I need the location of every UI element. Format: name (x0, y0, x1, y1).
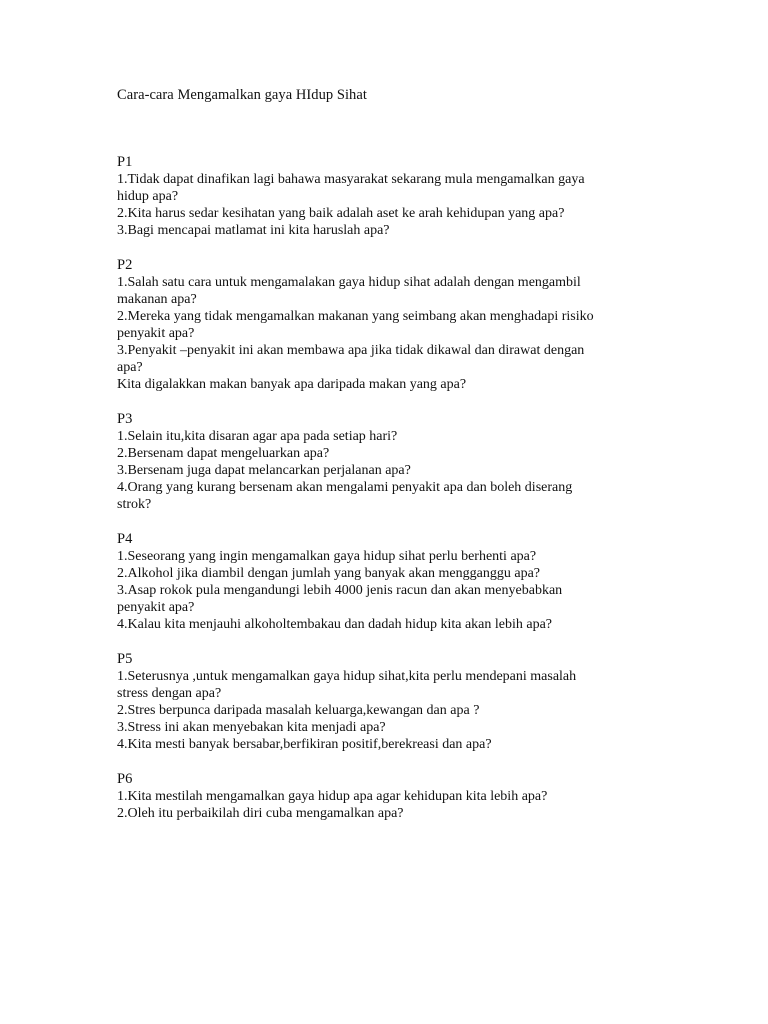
question-line: makanan apa? (117, 292, 197, 307)
section-label: P4 (117, 531, 133, 547)
question-line: 2.Bersenam dapat mengeluarkan apa? (117, 446, 330, 461)
question-line: 4.Orang yang kurang bersenam akan mengalami penyakit apa dan boleh diserang (117, 480, 573, 495)
question-line: 2.Mereka yang tidak mengamalkan makanan yang seimbang akan menghadapi risiko (117, 309, 594, 324)
question-line: hidup apa? (117, 189, 179, 204)
question-line: 2.Alkohol jika diambil dengan jumlah yang banyak akan mengganggu apa? (117, 566, 540, 581)
section-p2 (117, 257, 677, 393)
section-p3 (117, 411, 677, 513)
question-line: 1.Seseorang yang ingin mengamalkan gaya hidup sihat perlu berhenti apa? (117, 549, 537, 564)
question-line: penyakit apa? (117, 326, 195, 341)
question-line: 3.Stress ini akan menyebakan kita menjadi apa? (117, 720, 386, 735)
section-label: P3 (117, 411, 133, 427)
question-line: 1.Kita mestilah mengamalkan gaya hidup apa agar kehidupan kita lebih apa? (117, 789, 548, 804)
question-line: 2.Kita harus sedar kesihatan yang baik adalah aset ke arah kehidupan yang apa? (117, 206, 565, 221)
section-label: P5 (117, 651, 133, 667)
document-title: Cara-cara Mengamalkan gaya HIdup Sihat (117, 87, 367, 103)
question-line: 3.Penyakit –penyakit ini akan membawa apa jika tidak dikawal dan dirawat dengan (117, 343, 585, 358)
question-line: 3.Asap rokok pula mengandungi lebih 4000 jenis racun dan akan menyebabkan (117, 583, 563, 598)
question-sections (117, 154, 677, 840)
question-line: stress dengan apa? (117, 686, 222, 701)
question-line: 1.Seterusnya ,untuk mengamalkan gaya hidup sihat,kita perlu mendepani masalah (117, 669, 577, 684)
question-line: 4.Kalau kita menjauhi alkoholtembakau dan dadah hidup kita akan lebih apa? (117, 617, 553, 632)
question-line: 4.Kita mesti banyak bersabar,berfikiran positif,berekreasi dan apa? (117, 737, 492, 752)
section-p5 (117, 651, 677, 753)
question-line: Kita digalakkan makan banyak apa daripada makan yang apa? (117, 377, 467, 392)
section-p6 (117, 771, 677, 822)
section-label: P6 (117, 771, 133, 787)
question-line: apa? (117, 360, 143, 375)
question-line: 1.Tidak dapat dinafikan lagi bahawa masyarakat sekarang mula mengamalkan gaya (117, 172, 585, 187)
section-p1 (117, 154, 677, 239)
question-line: strok? (117, 497, 152, 512)
question-line: penyakit apa? (117, 600, 195, 615)
section-label: P1 (117, 154, 133, 170)
section-p4 (117, 531, 677, 633)
question-line: 3.Bagi mencapai matlamat ini kita haruslah apa? (117, 223, 390, 238)
section-label: P2 (117, 257, 133, 273)
question-line: 2.Oleh itu perbaikilah diri cuba mengamalkan apa? (117, 806, 404, 821)
question-line: 1.Selain itu,kita disaran agar apa pada setiap hari? (117, 429, 398, 444)
question-line: 2.Stres berpunca daripada masalah keluarga,kewangan dan apa ? (117, 703, 480, 718)
question-line: 1.Salah satu cara untuk mengamalakan gaya hidup sihat adalah dengan mengambil (117, 275, 581, 290)
question-line: 3.Bersenam juga dapat melancarkan perjalanan apa? (117, 463, 411, 478)
